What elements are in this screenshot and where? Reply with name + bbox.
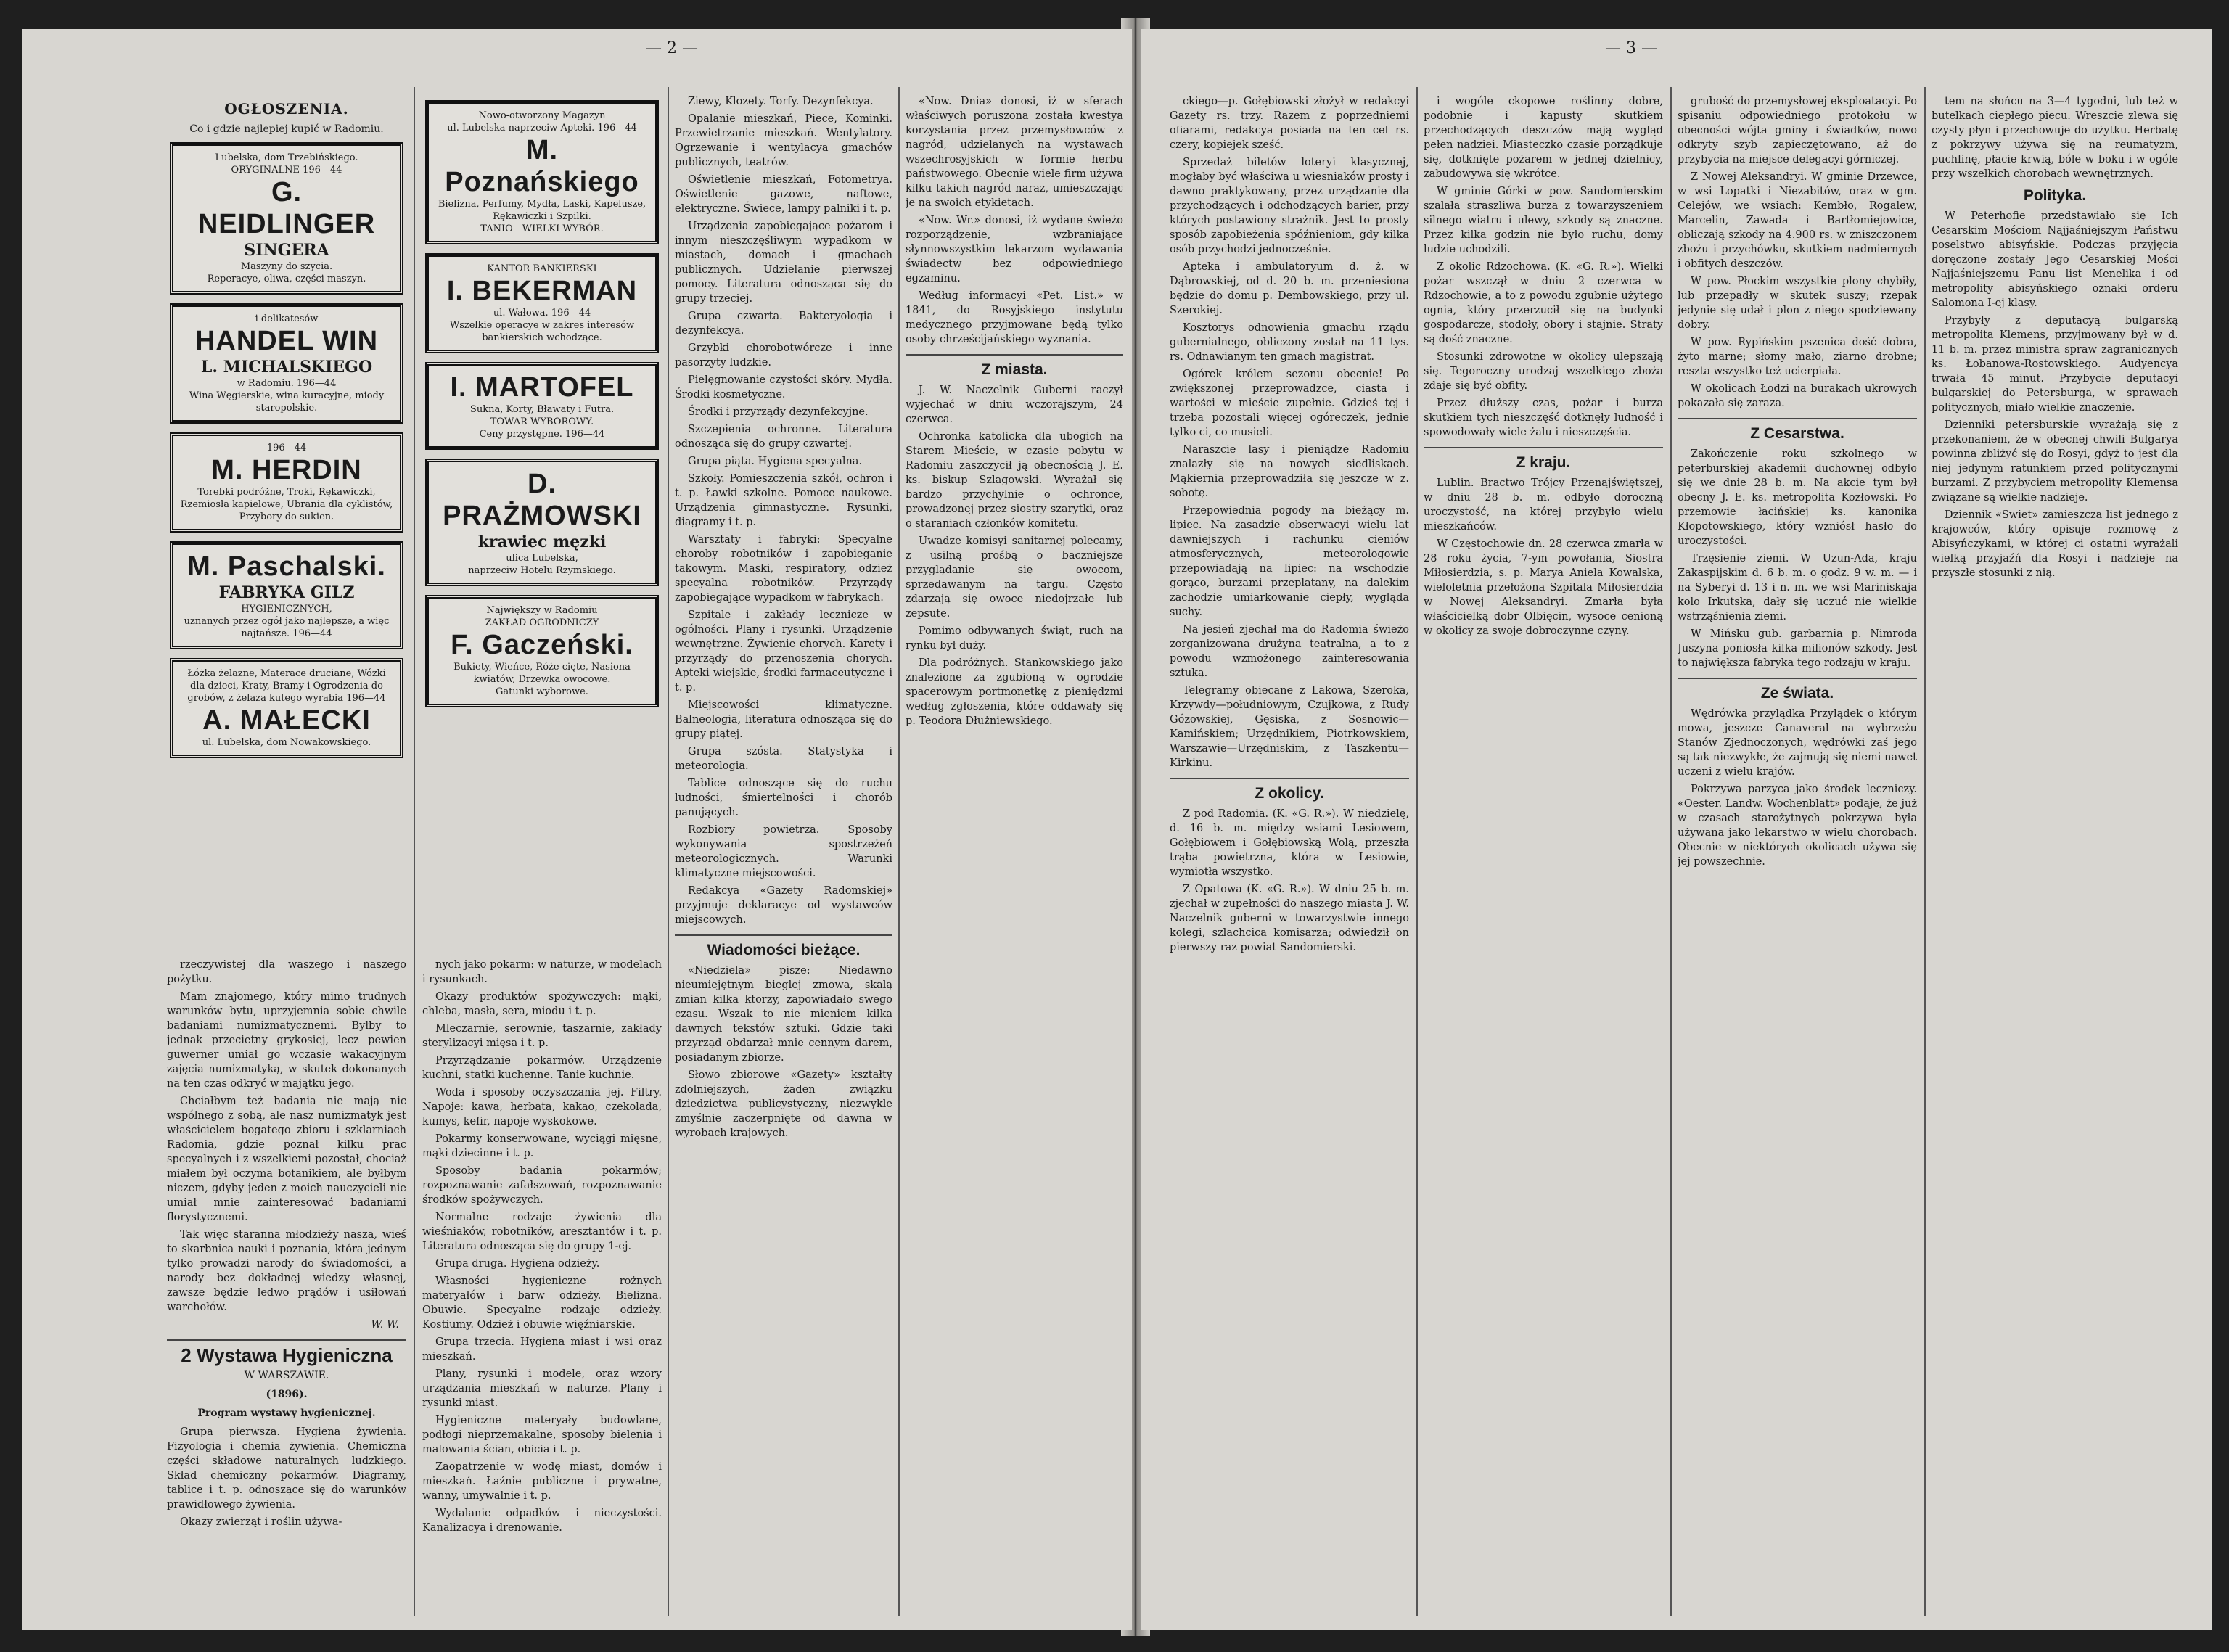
ad-line: Ceny przystępne. 196—44 [479, 429, 605, 440]
text-column-2 [422, 958, 662, 1616]
ads-subheader: Co i gdzie najlepiej kupić w Radomiu. [189, 123, 384, 135]
ad-line: Bielizna, Perfumy, Mydła, Laski, Kapelusze, Rękawiczki i Szpilki. [438, 199, 646, 222]
section-rule [1170, 778, 1409, 779]
paragraph: Pomimo odbywanych świąt, ruch na rynku był duży. [906, 625, 1123, 652]
paragraph: Grzybki chorobotwórcze i inne pasorzyty ludzkie. [675, 342, 892, 369]
ads-header: OGŁOSZENIA. [224, 100, 349, 118]
article-text [167, 958, 406, 1315]
ads-list-1 [167, 142, 406, 758]
ad-headline: SINGERA [244, 241, 329, 260]
ad-headline: krawiec męzki [477, 533, 607, 551]
section-rule [675, 934, 892, 936]
paragraph: Dzienniki petersburskie wyrażają się z przekonaniem, że w obecnej chwili Bulgarya powinna zbliżyć się do Rosyi, gdyż to jest dla niej jedynym ratunkiem przed politycznymi burzami. Z przybyciem metropolity Klemensa związane są wielkie nadzieje. [1932, 419, 2178, 504]
ad-line: ORYGINALNE 196—44 [231, 165, 342, 176]
paragraph: Sposoby badania pokarmów; rozpoznawanie zafałszowań, rozpoznawanie środków spożywczych. [422, 1165, 662, 1206]
ad-name: M. HERDIN [211, 455, 362, 485]
paragraph: «Niedziela» pisze: Niedawno nieumiejętnym bieglej zmowa, skalą zmian kilka ktorzy, zapowiadało swego czasu. Wszak to nie mieniem kilka dawnych tekstów sztuki. Gdzie taki przyrząd obdarzał mnie cennym darem, posiadanym zbiorze. [675, 965, 892, 1064]
paragraph: «Now. Dnia» donosi, iż w sferach właściwych poruszona została kwestya korzystania przez przemysłowców z nagród, udzielanych na wystawach wszechrosyjskich w formie herbu państwowego. Obecnie wiele firm używa kilku takich nagród naraz, umieszczając je na swoich etykietach. [906, 96, 1123, 209]
paragraph: Grupa druga. Hygiena odzieży. [435, 1258, 600, 1270]
region-news [1170, 807, 1409, 955]
ad-name: HANDEL WIN [194, 326, 379, 356]
ad-line: Gatunki wyborowe. [496, 686, 588, 697]
ad-headline: FABRYKA GILZ [218, 583, 355, 602]
paragraph: Telegramy obiecane z Lakowa, Szeroka, Krzywdy—południowym, Czujkowa, z Rudy Gózowskiej, Gęsiska, z Sosnowic—Kamińskiem; Urzędnikiem, Piotrkowskiem, Warszawie—Urzędniskim, z Taszkentu—Kirkinu. [1170, 685, 1409, 769]
advertisement [170, 658, 403, 758]
ad-line: TOWAR WYBOROWY. [490, 416, 594, 427]
ad-line: ul. Lubelska, dom Nowakowskiego. [202, 737, 372, 748]
paragraph: Przybyły z deputacyą bulgarską metropolita Klemens, przyjmowany był w d. 11 b. m. przez ministra spraw zagranicznych ks. Łobanowa-Rostowskiego. Audyencya trwała 45 minut. Przybycie deputacyi bulgarskiej do Petersburga, w sprawach politycznych, miało wielkie znaczenie. [1932, 315, 2178, 414]
ad-line: w Radomiu. 196—44 [237, 378, 337, 389]
paragraph: Ogórek królem sezonu obecnie! Po zwiększonej przeprowadzce, ciasta i wartości w mieście zupełnie. Gdzieś tej i trzeba pozostali więcej ogóreczek, jednie tylko ci, co musieli. [1170, 369, 1409, 438]
section-rule [1424, 447, 1663, 448]
paragraph: Naraszcie lasy i pieniądze Radomiu znalazły się na nowych siedliskach. Mąkiernia przeprowadziła się jeszcze w z. sobotę. [1170, 444, 1409, 499]
advertisement [170, 303, 403, 424]
paragraph: Wydalanie odpadków i nieczystości. Kanalizacya i drenowanie. [422, 1508, 662, 1534]
paragraph: Dziennik «Swiet» zamieszcza list jednego z krajowców, który opisuje rozmowę z Abisyńczykami, w której ci ostatni wyrażali wielką przyjaźń dla Rosyi i nadzieje na przyszłe stosunki z nią. [1932, 509, 2178, 579]
text-column-1 [167, 958, 406, 1616]
paragraph: W pow. Rypińskim pszenica dość dobra, żyto marne; słomy mało, ziarno drobne; reszta wszystko też ucierpiała. [1678, 337, 1917, 377]
ad-line: ul. Lubelska naprzeciw Apteki. 196—44 [447, 123, 637, 133]
paragraph: Grupa szósta. Statystyka i meteorologia. [675, 746, 892, 772]
paragraph: Stosunki zdrowotne w okolicy ulepszają się. Tegoroczny urodzaj wszelkiego zboża zdaje się być obfity. [1424, 351, 1663, 392]
politics-section-title: Polityka. [2023, 187, 2087, 204]
press-notes [906, 94, 1123, 347]
ad-line: Bukiety, Wieńce, Róże cięte, Nasiona kwiatów, Drzewka owocowe. [453, 662, 631, 685]
paragraph: Urządzenia zapobiegające pożarom i innym nieszczęśliwym wypadkom w miastach, domach i gmachach publicznych. Udzielanie pierwszej pomocy. Literatura odnosząca się do grupy trzeciej. [675, 221, 892, 305]
news-title: Wiadomości bieżące. [707, 942, 861, 958]
paragraph: Tablice odnoszące się do ruchu ludności, śmiertelności i chorób panujących. [675, 778, 892, 818]
paragraph: Ziewy, Klozety. Torfy. Dezynfekcya. [688, 96, 874, 107]
paragraph: Normalne rodzaje żywienia dla wieśniaków, robotników, aresztantów i t. p. Literatura odnosząca się do grupy 1-ej. [422, 1212, 662, 1252]
politics-text [1932, 94, 2178, 580]
paragraph: Słowo zbiorowe «Gazety» kształty zdolniejszych, żaden związku dziedzictwa publicystyczny, niezwykle zmyślnie zaczerpnięte od dawna w wyrobach krajowych. [675, 1069, 892, 1139]
paragraph: Własności hygieniczne rożnych materyałów i barw odzieży. Bielizna. Obuwie. Specyalne rodzaje odzieży. Kostiumy. Odzież i obuwie więźniarskie. [422, 1275, 662, 1331]
ad-line: Lubelska, dom Trzebińskiego. [215, 152, 358, 163]
paragraph: Przyrządzanie pokarmów. Urządzenie kuchni, statki kuchenne. Tanie kuchnie. [422, 1055, 662, 1081]
column-rule [414, 87, 415, 1616]
ad-line: 196—44 [266, 443, 307, 453]
paragraph: W Mińsku gub. garbarnia p. Nimroda Juszyna poniosła kilka milionów szkody. Jest to największa fabryka tego rodzaju w kraju. [1678, 628, 1917, 669]
advertisement [425, 253, 659, 353]
expo-year: (1896). [266, 1389, 308, 1400]
paragraph: Sprzedaż biletów loteryi klasycznej, mogłaby być właściwa u wiesniaków prosty i dawno praktykowany, przez urządzanie dla przychodzących i odchodzących barier, przy których postawiony strażnik. Jest to prosty sposób zapobieżenia spóźnieniom, gdy kilka osób przychodzi jednocześnie. [1170, 157, 1409, 255]
ads-list-2 [422, 100, 662, 707]
paragraph: Środki i przyrządy dezynfekcyjne. [688, 406, 869, 418]
paragraph: Mam znajomego, który mimo trudnych warunków bytu, uprzyjemnia sobie chwile badaniami numizmatycznemi. Byłby to jednak przecietny grykosiej, lecz pewien guwerner umiał go wczasie wakacyjnym zajęcia numizmatyką, w skutek dokonanych na ten czas odkryć w majątku jego. [167, 991, 406, 1090]
paragraph: Warsztaty i fabryki: Specyalne choroby robotników i zapobieganie takowym. Maski, respiratory, odzież specyalna robotników. Przyrządy zapobiegające wypadkom w fabrykach. [675, 534, 892, 604]
advertisement [170, 142, 403, 295]
advertisement [425, 362, 659, 450]
column-rule [1670, 87, 1672, 1616]
ad-line: Nowo-otworzony Magazyn [478, 110, 606, 121]
world-news [1678, 707, 1917, 869]
expo-place: W WARSZAWIE. [244, 1370, 329, 1381]
paragraph: Pielęgnowanie czystości skóry. Mydła. Środki kosmetyczne. [675, 374, 892, 400]
paragraph: Hygieniczne materyały budowlane, podłogi nieprzemakalne, sposoby bielenia i malowania ścian, obicia i t. p. [422, 1415, 662, 1455]
text-column-3 [675, 94, 892, 1616]
ad-line: Torebki podróżne, Troki, Rękawiczki, Rzemiosła kapielowe, Ubrania dla cyklistów, Przybory do sukien. [180, 487, 393, 522]
ad-name: M. Poznańskiego [445, 135, 639, 197]
expo-program: Program wystawy hygienicznej. [197, 1408, 376, 1419]
advertisement [170, 432, 403, 533]
paragraph: Z pod Radomia. (K. «G. R.»). W niedzielę, d. 16 b. m. między wsiami Lesiowem, Gołębiowem i Gołębiowską Wolą, przeszła trąba powietrzna, która w Lesiowie, wymiotła wszystko. [1170, 808, 1409, 878]
paragraph: Mleczarnie, serownie, taszarnie, zakłady sterylizacyi mięsa i t. p. [422, 1023, 662, 1049]
empire-news [1678, 447, 1917, 670]
country-section-title: Z kraju. [1516, 454, 1571, 471]
paragraph: Rozbiory powietrza. Sposoby wykonywania spostrzeżeń meteorologicznych. Warunki klimatyczne miejscowości. [675, 824, 892, 879]
news-text [675, 963, 892, 1141]
section-rule [1678, 418, 1917, 419]
paragraph: Przepowiednia pogody na bieżący m. lipiec. Na zasadzie obserwacyi wielu lat dawniejszych i rachunku cieniów atmosferycznych, meteorologowie przepowiadają na lipiec: na wschodzie gorąco, burzami przeplatany, na dalekim zachodzie umiarkowanie ciepły, wygląda suchy. [1170, 505, 1409, 618]
left-page [22, 29, 1132, 1630]
advertisement [425, 595, 659, 707]
page-number: — 2 — [646, 39, 698, 57]
paragraph: Uwadze komisyi sanitarnej polecamy, z usilną prośbą o baczniejsze przyglądanie się owocom, sprzedawanym na targu. Często zdarzają się owoce niedojrzałe lub zepsute. [906, 535, 1123, 620]
column-rule [898, 87, 900, 1616]
ad-name: F. Gaczeński. [451, 630, 633, 660]
column-rule [1924, 87, 1926, 1616]
paragraph: Miejscowości klimatyczne. Balneologia, literatura odnosząca się do grupy piątej. [675, 699, 892, 740]
paragraph: Ochronka katolicka dla ubogich na Starem Mieście, w czasie pobytu w Radomiu zaszczycił ją obecnością J. E. ks. biskup Szlagowski. Wyrażał się bardzo przychylnie o ochronce, prowadzonej przez siostry szarytki, oraz o staraniach członków komitetu. [906, 431, 1123, 530]
section-rule [167, 1339, 406, 1341]
paragraph: W Peterhofie przedstawiało się Ich Cesarskim Mościom Najjaśniejszym Państwu poselstwo abisyńskie. Podczas przyjęcia doręczone zostały Jego Cesarskiej Mości Najjaśniejszemu Panu list Menelika i od metropolity abisyńskiego oznaki orderu Salomona I-ej klasy. [1932, 210, 2178, 309]
right-page [1141, 29, 2212, 1630]
paragraph: Opalanie mieszkań, Piece, Kominki. Przewietrzanie mieszkań. Wentylatory. Ogrzewanie i wentylacya gmachów publicznych, teatrów. [675, 113, 892, 168]
paragraph: Według informacyi «Pet. List.» w 1841, do Rosyjskiego instytutu medycznego przyjmowane będą tylko osoby chrześcijańskiego wyznania. [906, 290, 1123, 345]
ad-name: D. PRAŻMOWSKI [443, 469, 641, 531]
paragraph: Woda i sposoby oczyszczania jej. Filtry. Napoje: kawa, herbata, kakao, czekolada, kumys, kefir, napoje wyskokowe. [422, 1087, 662, 1127]
paragraph: W gminie Górki w pow. Sandomierskim szalała straszliwa burza z towarzyszeniem silnego wiatru i ulewy, szkody są znaczne. Przez kilka godzin nie było ruchu, domy ludzie uchodzili. [1424, 186, 1663, 255]
country-news [1424, 476, 1663, 638]
column-rule [1416, 87, 1418, 1616]
region-section-title: Z okolicy. [1255, 785, 1324, 802]
city-notes [1170, 94, 1409, 770]
right-column-3 [1678, 94, 1917, 1616]
paragraph: Dla podróżnych. Stankowskiego jako znalezione za zgubioną w ogrodzie spacerowym portmonetkę z pieniędzmi według zgłoszenia, które oddawały się p. Teodora Dłużniewskiego. [906, 657, 1123, 727]
right-column-2 [1424, 94, 1663, 1616]
paragraph: Chciałbym też badania nie mają nic wspólnego z sobą, ale nasz numizmatyk jest właścicielem bogatego zbioru i szklarniach Radomia, gdzie poznał kilku prac specyalnych i z wszelkiemi pozostał, chociaż miałem był oczyma botanikiem, ale byłbym niczem, gdyby jeden z moich nauczycieli nie umiał mnie zainteresować badaniami florystycznemi. [167, 1096, 406, 1223]
ad-line: Sukna, Korty, Bławaty i Futra. [469, 404, 615, 415]
paragraph: Zaopatrzenie w wodę miast, domów i mieszkań. Łaźnie publiczne i prywatne, wanny, umywalnie i t. p. [422, 1461, 662, 1502]
paragraph: Grupa trzecia. Hygiena miast i wsi oraz mieszkań. [422, 1336, 662, 1363]
paragraph: nych jako pokarm: w naturze, w modelach i rysunkach. [422, 959, 662, 985]
right-column-4 [1932, 94, 2178, 1616]
column-rule [668, 87, 669, 1616]
paragraph: tem na słońcu na 3—4 tygodni, lub też w butelkach ciepłego piecu. Wreszcie zlewa się czysty płyn i przechowuje do użytku. Herbatę z pokrzywy używa się na reumatyzm, puchlinę, płacie krwią, bóle w boku i w ogóle przy wszelkich chorobach wewnętrznych. [1932, 96, 2178, 180]
paragraph: «Now. Wr.» donosi, iż wydane świeżo rozporządzenie, wzbraniające słynnowszystkim lekarzom wydawania świadectw bez odpowiedniego egzaminu. [906, 215, 1123, 284]
expo-program-cont [422, 958, 662, 1535]
ad-line: Wina Węgierskie, wina kuracyjne, miody staropolskie. [189, 390, 385, 414]
paragraph: W okolicach Łodzi na burakach ukrowych pokazała się zaraza. [1678, 383, 1917, 409]
section-rule [906, 354, 1123, 356]
region-news-cont [1424, 94, 1663, 440]
advertisement [425, 100, 659, 244]
ad-line: Największy w Radomiu [486, 605, 598, 616]
empire-section-title: Z Cesarstwa. [1750, 425, 1844, 442]
paragraph: W Częstochowie dn. 28 czerwca zmarła w 28 roku życia, 7-ym powołania, Siostra Miłosierdzia, s. p. Marya Aniela Kowalska, wieloletnia przełożona Szpitala Miłosierdzia w Nowej Aleksandryi. Zmarła była właścicielką dobr Olbięcin, wysoce cenioną w okolicy za swoje dobroczynne czyny. [1424, 538, 1663, 637]
paragraph: Plany, rysunki i modele, oraz wzory urządzania mieszkań w naturze. Plany i rysunki miast. [422, 1368, 662, 1409]
ad-name: M. Paschalski. [187, 551, 386, 582]
paragraph: Grupa pierwsza. Hygiena żywienia. Fizyologia i chemia żywienia. Chemiczna części składowe naturalnych ludzkiego. Skład chemiczny pokarmów. Diagramy, tablice i t. p. odnoszące się do warunków prawidłowego żywienia. [167, 1426, 406, 1511]
ad-line: Reperacye, oliwa, części maszyn. [207, 274, 366, 284]
hygiene-program-cont [675, 94, 892, 927]
paragraph: Pokarmy konserwowane, wyciągi mięsne, mąki dziecinne i t. p. [422, 1133, 662, 1159]
signature: W. W. [371, 1319, 399, 1331]
advertisement [170, 541, 403, 649]
ad-name: G. NEIDLINGER [197, 177, 376, 239]
ad-line: HYGIENICZNYCH, [241, 604, 332, 615]
expo-program-text [167, 1425, 406, 1529]
section-rule [1678, 678, 1917, 679]
paragraph: Z Nowej Aleksandryi. W gminie Drzewce, w wsi Lopatki i Niezabitów, oraz w gm. Celejów, we wsiach: Kembło, Rogalew, Marcelin, Zawada i Bartłomiejowice, obliczają szkody na 4.900 rs. w zniszczonem zbożu i przychówku, skutkiem nadmiernych i obfitych deszczów. [1678, 171, 1917, 270]
ad-line: ulica Lubelska, [506, 553, 578, 564]
ad-name: I. MARTOFEL [450, 372, 634, 403]
ad-name: I. BEKERMAN [446, 276, 638, 306]
paragraph: Trzęsienie ziemi. W Uzun-Ada, kraju Zakaspijskim d. 6 b. m. o godz. 9 w. m. — i na Syberyi d. 13 i n. m. we wsi Mariniskaja kolo Irkutska, dały się uczuć nie wielkie wstrząśnienia ziemi. [1678, 553, 1917, 622]
paragraph: i wogóle ckopowe roślinny dobre, podobnie i kapusty skutkiem przechodzących deszczów mają wygląd pełen nadziei. Miasteczko czasie porządkuje się, dotknięte pożarem w jednej dzielnicy, zabudowywa się wkrótce. [1424, 96, 1663, 180]
paragraph: Szpitale i zakłady lecznicze w ogólności. Plany i rysunki. Urządzenie wewnętrzne. Żywienie chorych. Karety i przyrządy do przenoszenia chorych. Apteki wiejskie, środki farmaceutyczne i t. p. [675, 609, 892, 694]
ad-line: i delikatesów [255, 313, 319, 324]
ad-name: A. MAŁECKI [202, 705, 371, 736]
paragraph: Szkoły. Pomieszczenia szkół, ochron i t. p. Ławki szkolne. Pomoce naukowe. Urządzenia gimnastyczne. Rysunki, diagramy i t. p. [675, 473, 892, 528]
paragraph: Apteka i ambulatoryum d. ż. w Dąbrowskiej, od d. 20 b. m. przeniesiona będzie do domu p. Dembowskiego, przy ul. Szerokiej. [1170, 261, 1409, 316]
paragraph: Grupa czwarta. Bakteryologia i dezynfekcya. [675, 311, 892, 337]
paragraph: W pow. Płockim wszystkie plony chybiły, lub przepadły w skutek suszy; rzepak jedynie się udał i plon z niego spodziewany dobry. [1678, 276, 1917, 331]
paragraph: Okazy produktów spożywczych: mąki, chleba, masła, sera, miodu i t. p. [422, 991, 662, 1017]
paragraph: Zakończenie roku szkolnego w peterburskiej akademii duchownej odbyło się we dnie 28 b. m. Na akcie tym był obecny J. E. ks. metropolita Kozłowski. Po przemowie łacińskiej ks. kanonika Kłopotowskiego, który wzniósł hasło do uroczystości. [1678, 448, 1917, 547]
ad-headline: L. MICHALSKIEGO [200, 358, 373, 377]
city-news-text [906, 383, 1123, 728]
text-column-4 [906, 94, 1123, 1616]
paragraph: ckiego—p. Gołębiowski złożył w redakcyi Gazety rs. trzy. Razem z poprzedniemi ofiarami, redakcya posiada na ten cel rs. czery, kopiejek sześć. [1170, 96, 1409, 151]
paragraph: Z okolic Rdzochowa. (K. «G. R.»). Wielki pożar wszczął w dniu 2 czerwca w Rdzochowie, a to z powodu zgubnie użytego ognia, który przerzucił się na budynki gospodarcze, stodoły, obory i stajnie. Straty są dość znaczne. [1424, 261, 1663, 345]
paragraph: Przez dłuższy czas, pożar i burza skutkiem tych nieszczęść dotknęły ludność i spowodowały wiele żalu i nieszczęścia. [1424, 398, 1663, 438]
ad-line: naprzeciw Hotelu Rzymskiego. [468, 565, 616, 576]
ad-line: uznanych przez ogół jako najlepsze, a więc najtańsze. 196—44 [184, 616, 390, 639]
paragraph: Grupa piąta. Hygiena specyalna. [688, 456, 863, 467]
paragraph: Tak więc staranna młodzieży nasza, wieś to skarbnica nauki i poznania, która jednym tylko prowadzi narody do świadomości, a narody bez dokładnej wiedzy własnej, zawsze będzie ledwo prądów i usiłowań warchołów. [167, 1229, 406, 1313]
city-section-title: Z miasta. [981, 361, 1048, 378]
ad-line: Maszyny do szycia. [240, 261, 333, 272]
paragraph: Oświetlenie mieszkań, Fotometrya. Oświetlenie gazowe, naftowe, elektryczne. Świece, lampy palniki i t. p. [675, 174, 892, 215]
page-number: — 3 — [1605, 39, 1657, 57]
paragraph: Kosztorys odnowienia gmachu rządu gubernialnego, obliczony został na 11 tys. rs. Odnawianym ten gmach magistrat. [1170, 322, 1409, 363]
world-section-title: Ze świata. [1760, 685, 1834, 702]
ad-line: Wszelkie operacye w zakres interesów bankierskich wchodzące. [449, 320, 635, 343]
ad-line: TANIO—WIELKI WYBÓR. [480, 223, 604, 234]
paragraph: rzeczywistej dla waszego i naszego pożytku. [167, 959, 406, 985]
paragraph: Redakcya «Gazety Radomskiej» przyjmuje deklaracye od wystawców miejscowych. [675, 885, 892, 926]
ad-line: ul. Wałowa. 196—44 [493, 308, 591, 319]
mining-notes [1678, 94, 1917, 411]
paragraph: Lublin. Bractwo Trójcy Przenajświętszej, w dniu 28 b. m. odbyło doroczną uroczystość, na której przybyło wielu mieszkańców. [1424, 477, 1663, 533]
paragraph: Szczepienia ochronne. Literatura odnosząca się do grupy czwartej. [675, 424, 892, 450]
paragraph: Na jesień zjechał ma do Radomia świeżo zorganizowana drużyna teatralna, a to z powodu wzmożonego zainteresowania sztuką. [1170, 624, 1409, 679]
ad-line: Łóżka żelazne, Materace druciane, Wózki dla dzieci, Kraty, Bramy i Ogrodzenia do grobów, z żelaza kutego wyrabia 196—44 [187, 668, 386, 704]
paragraph: grubość do przemysłowej eksploatacyi. Po spisaniu odpowiedniego protokołu w obecności wójta gminy i świadków, nowo odkryty szyb zapieczętowano, aż do przybycia na miejsce delegacyi górniczej. [1678, 96, 1917, 165]
paragraph: J. W. Naczelnik Guberni raczył wyjechać w dniu wczorajszym, 24 czerwca. [906, 385, 1123, 425]
paragraph: Pokrzywa parzyca jako środek leczniczy. «Oester. Landw. Wochenblatt» podaje, że już w czasach starożytnych pokrzywa była używana jako lekarstwo w wielu chorobach. Obecnie w niektórych okolicach używa się jej powszechnie. [1678, 784, 1917, 868]
paragraph: Okazy zwierząt i roślin używa- [180, 1516, 342, 1528]
ad-line: ZAKŁAD OGRODNICZY [485, 617, 599, 628]
ad-line: KANTOR BANKIERSKI [487, 263, 597, 274]
advertisement [425, 459, 659, 586]
right-column-1 [1170, 94, 1409, 1616]
paragraph: Wędrówka przylądka Przylądek o którym mowa, jeszcze Canaveral na wybrzeżu Stanów Zjednoczonych, wędrówki zaś jego są tak niezwykłe, że zajmują się niemi nawet uczeni z wielu krajów. [1678, 708, 1917, 778]
paragraph: Z Opatowa (K. «G. R.»). W dniu 25 b. m. zjechał w zupełności do naszego miasta J. W. Naczelnik guberni w towarzystwie innego kolegi, szlachcica komisarza; odwiedził on pierwszy raz powiat Sandomierski. [1170, 884, 1409, 953]
expo-title: 2 Wystawa Hygieniczna [181, 1344, 393, 1366]
